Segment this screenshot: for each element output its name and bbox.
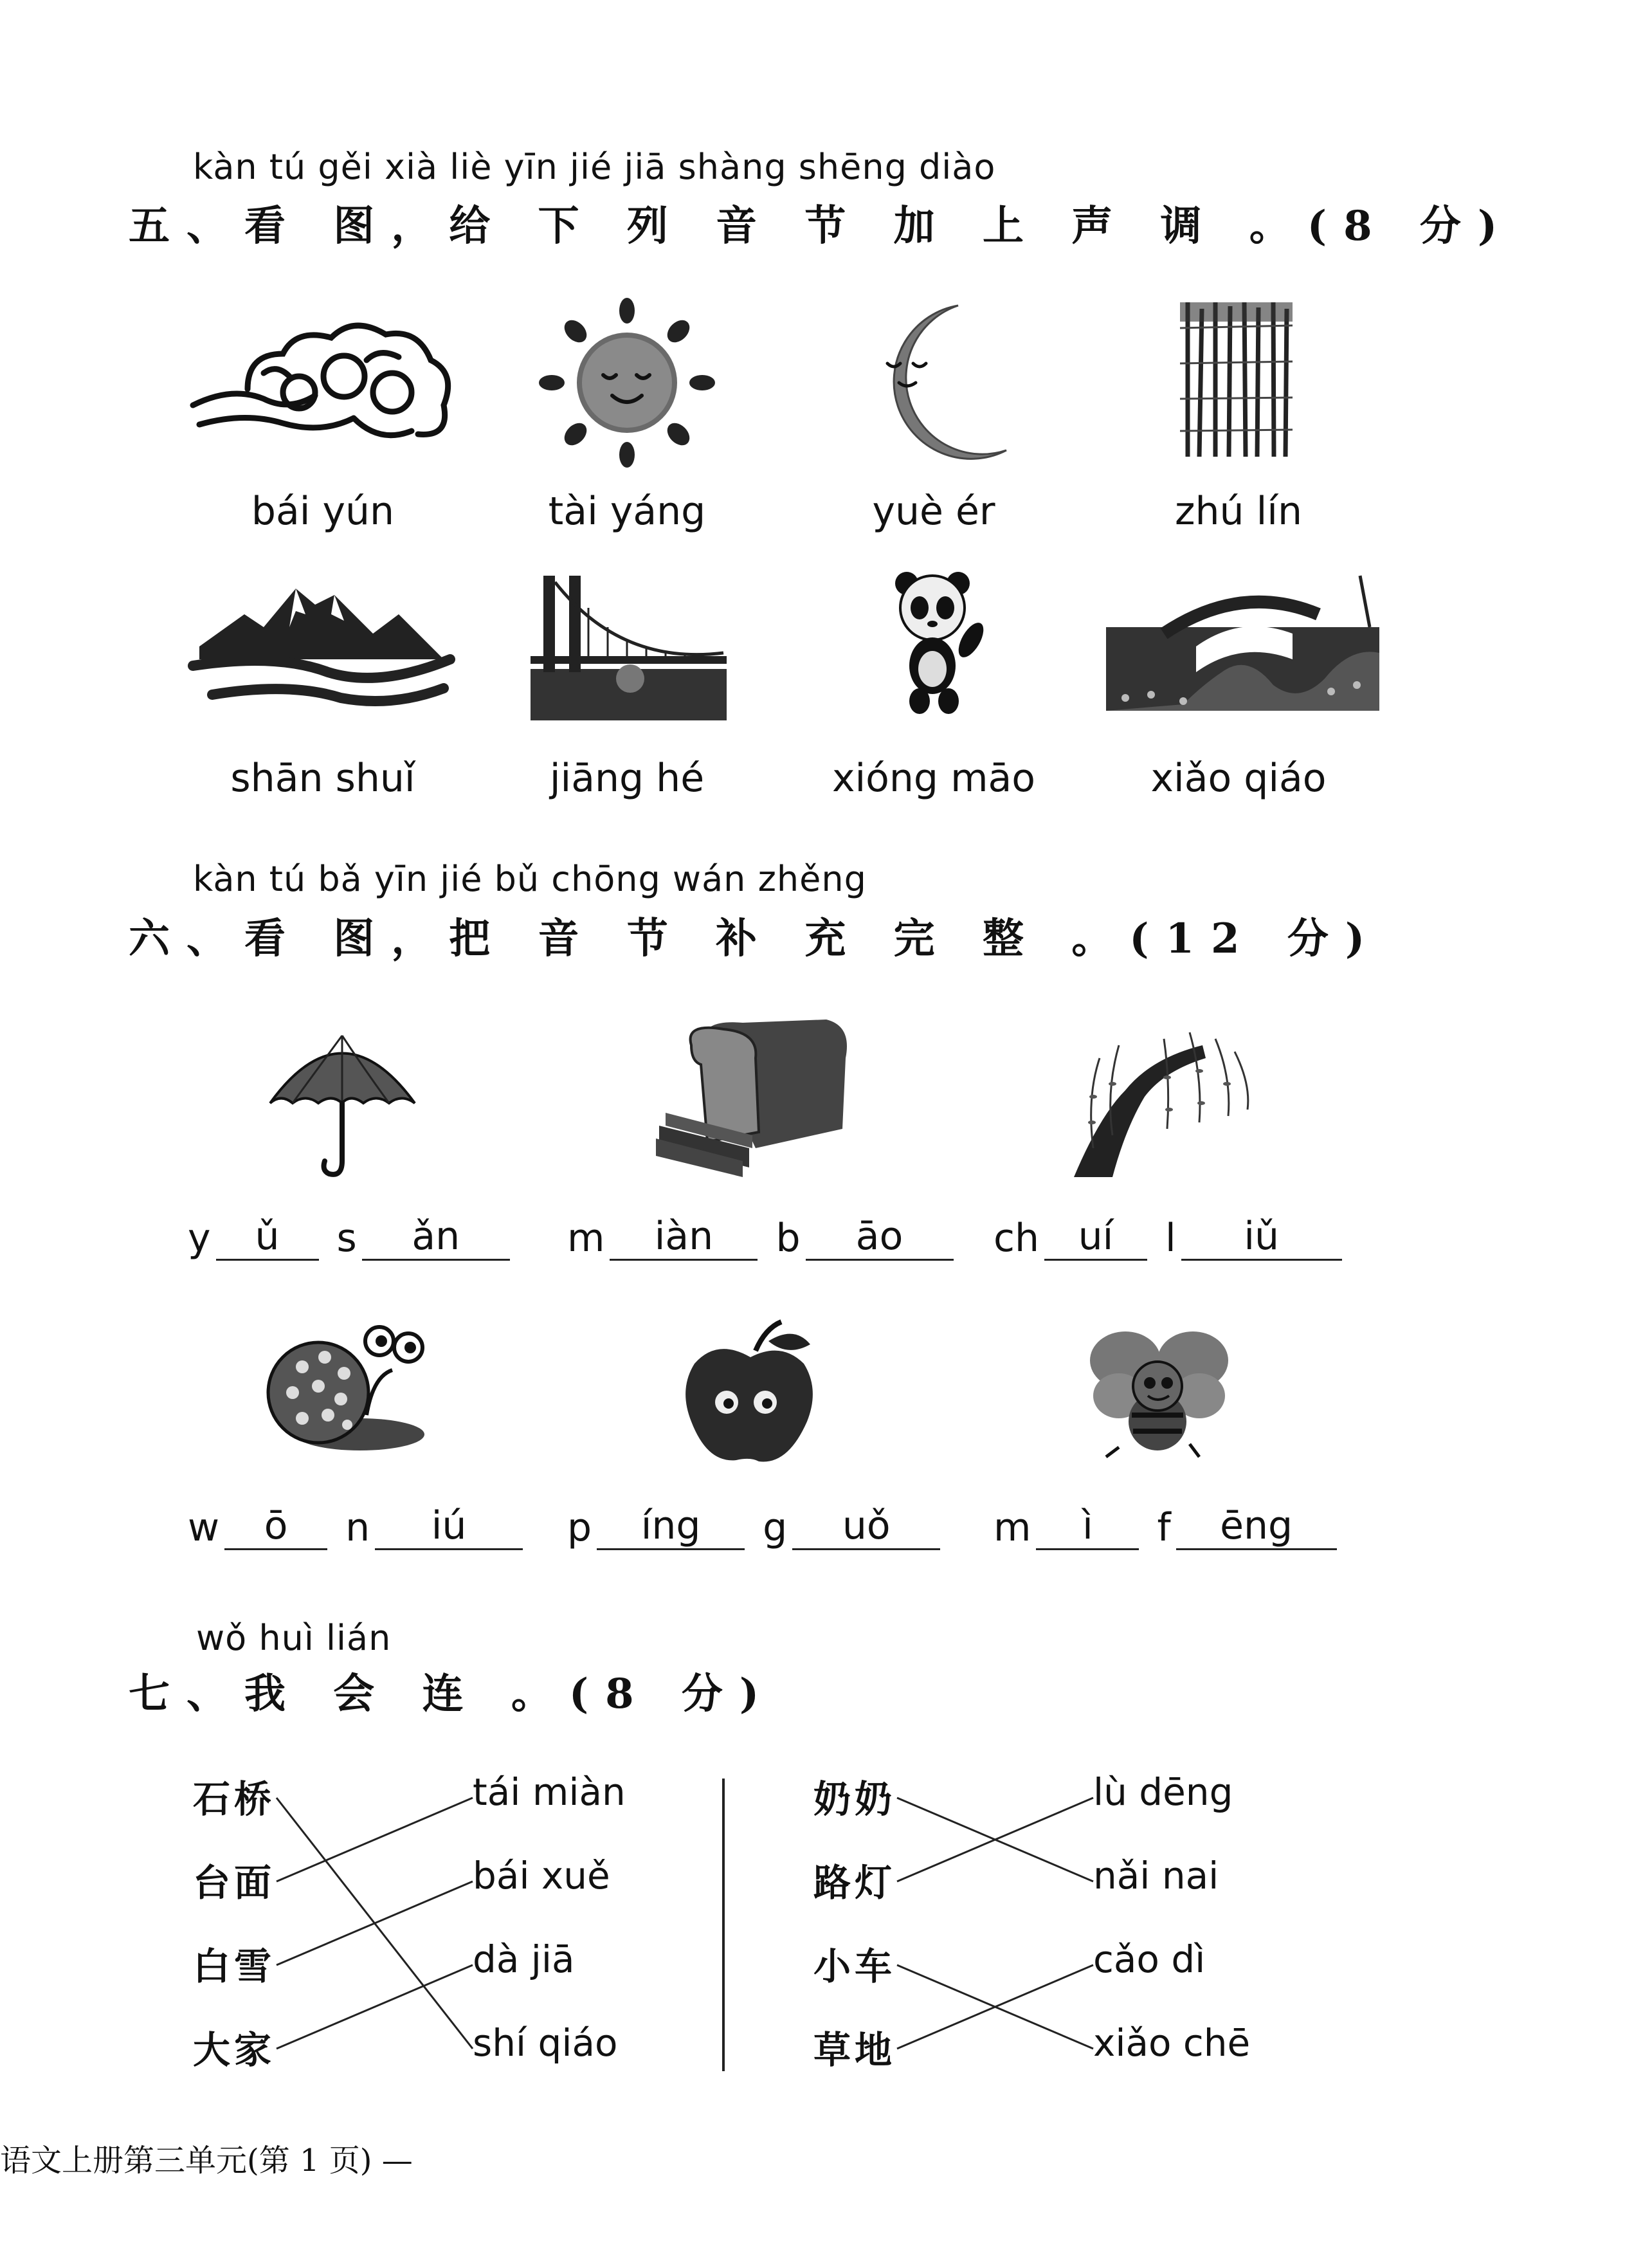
label-jiang-he: jiāng hé (549, 756, 705, 801)
section5-pinyin: kàn tú gěi xià liè yīn jié jiā shàng shēng diào (193, 147, 996, 187)
section6-pinyin: kàn tú bǎ yīn jié bǔ chōng wán zhěng (193, 859, 867, 899)
prefix-n: n (345, 1505, 370, 1550)
line-dajia-dajia (277, 1965, 473, 2049)
blank-iu[interactable]: iǔ (1181, 1214, 1342, 1261)
match-word-baixue[interactable]: 白雪 (193, 1944, 276, 1988)
prefix-b: b (776, 1216, 801, 1261)
prefix-m2: m (994, 1505, 1031, 1550)
blank-an[interactable]: ǎn (362, 1214, 510, 1261)
prefix-m: m (567, 1216, 605, 1261)
prefix-s: s (336, 1216, 357, 1261)
prefix-l: l (1165, 1216, 1176, 1261)
label-bai-yun: bái yún (251, 489, 395, 534)
line-taimian-taimian (277, 1798, 473, 1881)
match-pinyin-lu-deng[interactable]: lù dēng (1093, 1770, 1233, 1814)
match-word-taimian[interactable]: 台面 (193, 1861, 276, 1905)
label-zhu-lin: zhú lín (1175, 489, 1302, 534)
match-pinyin-cao-di[interactable]: cǎo dì (1093, 1937, 1206, 1981)
section7-pinyin: wǒ huì lián (196, 1618, 392, 1658)
label-xiao-qiao: xiǎo qiáo (1150, 756, 1327, 801)
blank-ian[interactable]: iàn (610, 1214, 758, 1261)
blank-ui[interactable]: uí (1044, 1214, 1147, 1261)
blank-ing[interactable]: íng (597, 1504, 745, 1550)
label-yue-er: yuè ér (872, 489, 995, 534)
section5-title: 五、看 图，给 下 列 音 节 加 上 声 调 。(8 分) (129, 202, 1514, 250)
line-baixue-baixue (277, 1881, 473, 1965)
label-tai-yang: tài yáng (548, 489, 706, 534)
prefix-g: g (763, 1505, 788, 1550)
match-word-caodi[interactable]: 草地 (813, 2028, 896, 2072)
match-word-ludeng[interactable]: 路灯 (813, 1861, 896, 1905)
match-word-shiqiao[interactable]: 石桥 (193, 1777, 276, 1821)
prefix-y: y (188, 1216, 211, 1261)
section6-title: 六、看 图，把 音 节 补 充 完 整 。(12 分) (129, 915, 1382, 963)
prefix-p: p (567, 1505, 592, 1550)
match-pinyin-bai-xue[interactable]: bái xuě (473, 1854, 610, 1898)
match-word-nainai[interactable]: 奶奶 (813, 1777, 896, 1821)
blank-o[interactable]: ō (224, 1504, 327, 1550)
label-shan-shui: shān shuǐ (230, 756, 415, 801)
page-footer: 语文上册第三单元(第 1 页) — (0, 2143, 413, 2179)
section7-title: 七、我 会 连 。(8 分) (129, 1670, 776, 1718)
match-pinyin-xiao-che[interactable]: xiǎo chē (1093, 2021, 1251, 2065)
match-pinyin-nai-nai[interactable]: nǎi nai (1093, 1854, 1219, 1898)
match-word-xiaoche[interactable]: 小车 (813, 1944, 896, 1988)
label-xiong-mao: xióng māo (832, 756, 1035, 801)
prefix-f: f (1157, 1505, 1171, 1550)
blank-ao[interactable]: āo (806, 1214, 954, 1261)
blank-i[interactable]: ì (1036, 1504, 1139, 1550)
match-pinyin-tai-mian[interactable]: tái miàn (473, 1770, 626, 1814)
prefix-w: w (188, 1505, 220, 1550)
blank-uo[interactable]: uǒ (792, 1504, 940, 1550)
match-pinyin-shi-qiao[interactable]: shí qiáo (473, 2021, 618, 2065)
blank-eng[interactable]: ēng (1176, 1504, 1337, 1550)
blank-iu-niu[interactable]: iú (375, 1504, 523, 1550)
prefix-ch: ch (994, 1216, 1040, 1261)
match-pinyin-da-jia[interactable]: dà jiā (473, 1937, 575, 1981)
match-word-dajia[interactable]: 大家 (193, 2028, 276, 2072)
blank-u[interactable]: ǔ (216, 1214, 319, 1261)
